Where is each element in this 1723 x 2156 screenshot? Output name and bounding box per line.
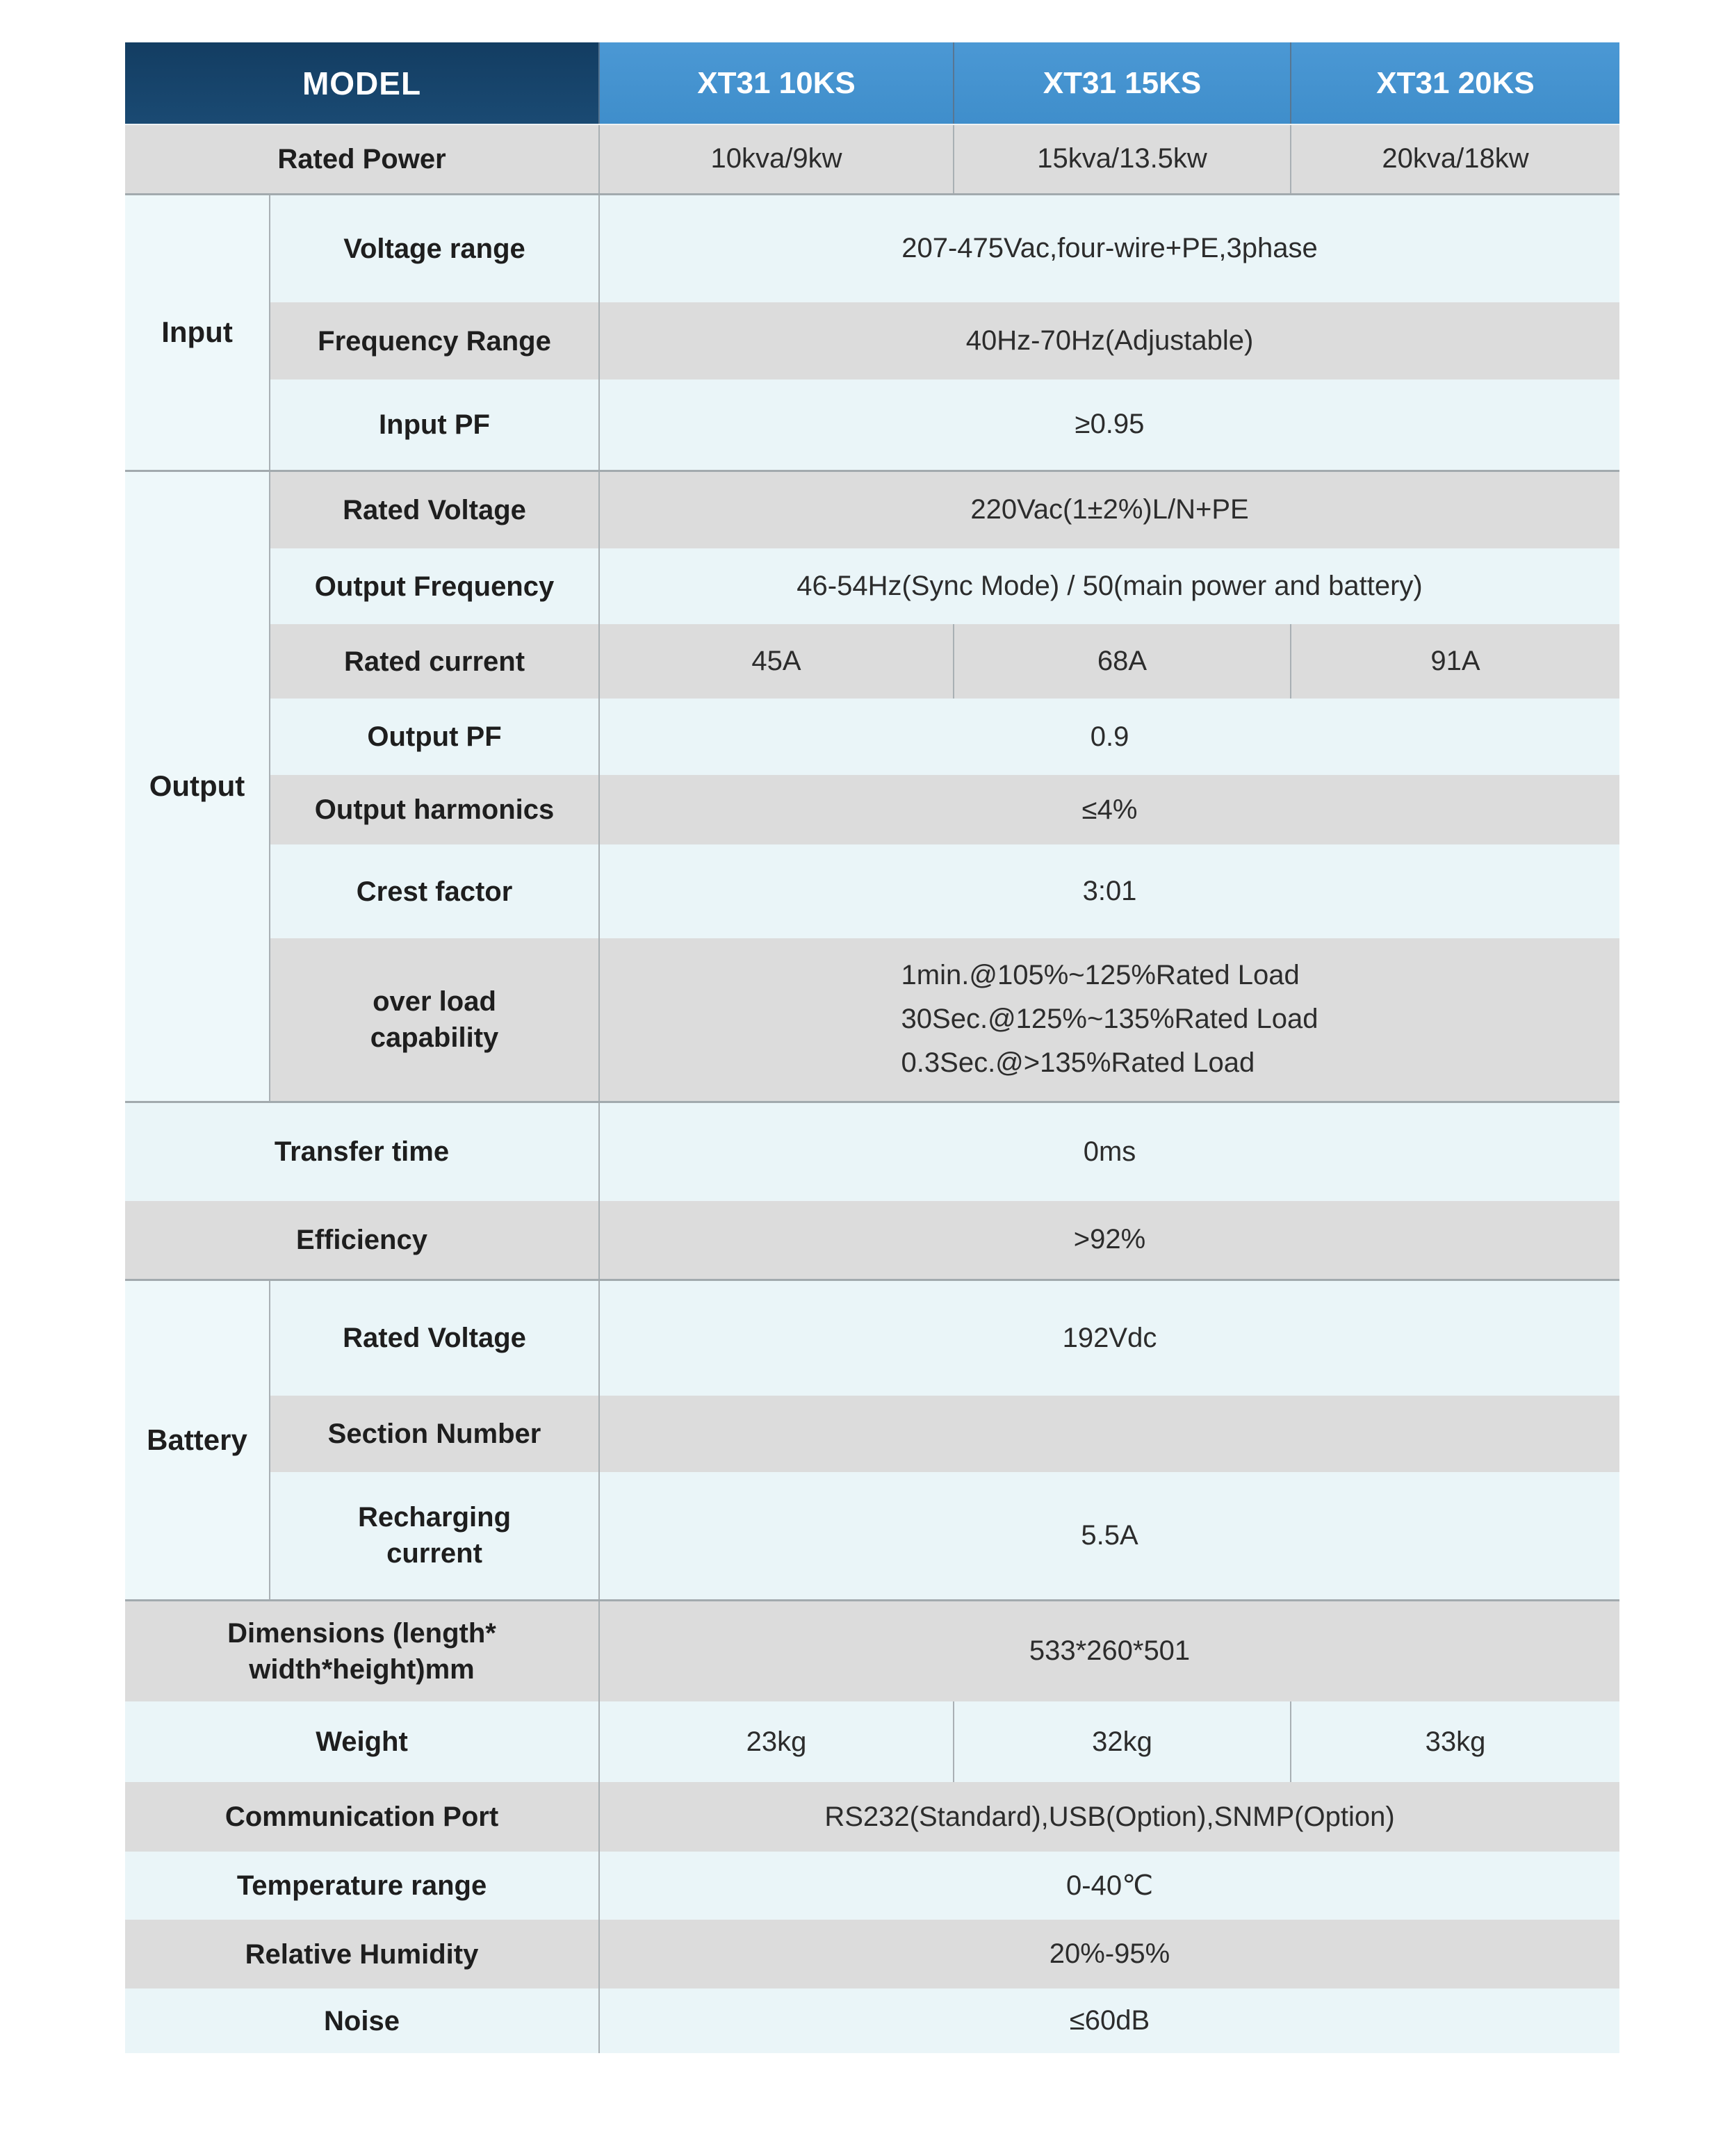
row-section-number — [125, 1396, 1619, 1472]
input-pf-value — [599, 379, 1619, 471]
row-label-text: Output Frequency — [314, 571, 555, 602]
rated-current-value-10ks — [599, 624, 954, 699]
cell-value: 40Hz-70Hz(Adjustable) — [965, 325, 1254, 356]
output-frequency-value — [599, 548, 1619, 624]
row-label-output-pf — [270, 699, 599, 775]
row-label-input-pf — [270, 379, 599, 471]
row-battery-rated-voltage — [125, 1280, 1619, 1396]
cell-value: 20kva/18kw — [1382, 143, 1529, 174]
row-relative-humidity — [125, 1920, 1619, 1988]
cell-value: 0ms — [1083, 1136, 1136, 1167]
column-header-xt31-20ks — [1291, 42, 1619, 124]
rated-current-value-15ks — [954, 624, 1291, 699]
row-label-output-frequency — [270, 548, 599, 624]
battery-rated-voltage-value — [599, 1280, 1619, 1396]
column-header-label: XT31 15KS — [1043, 65, 1202, 100]
row-label-crest-factor — [270, 844, 599, 938]
weight-value-15ks — [954, 1701, 1291, 1782]
row-label-line: Dimensions (length* — [227, 1617, 496, 1649]
row-noise — [125, 1988, 1619, 2053]
rated-power-value-20ks — [1291, 124, 1619, 194]
row-label-text: Input PF — [379, 409, 490, 440]
cell-value: 20%-95% — [1049, 1938, 1170, 1969]
crest-factor-value — [599, 844, 1619, 938]
rated-power-value-15ks — [954, 124, 1291, 194]
over-load-capability-value — [599, 938, 1619, 1102]
row-label-line: over load — [373, 986, 496, 1017]
cell-value: >92% — [1073, 1224, 1146, 1255]
temperature-range-value — [599, 1852, 1619, 1920]
row-recharging-current — [125, 1472, 1619, 1600]
row-label-text: Communication Port — [224, 1802, 499, 1832]
cell-value: 91A — [1430, 646, 1480, 676]
rated-current-value-20ks — [1291, 624, 1619, 699]
column-header-xt31-15ks — [954, 42, 1291, 124]
row-label-line: current — [386, 1538, 482, 1569]
cell-value: RS232(Standard),USB(Option),SNMP(Option) — [824, 1801, 1395, 1832]
row-transfer-time — [125, 1102, 1619, 1201]
row-frequency-range — [125, 302, 1619, 379]
group-label: Input — [161, 316, 233, 348]
cell-value: 533*260*501 — [1029, 1635, 1191, 1667]
over-load-value-line: 0.3Sec.@>135%Rated Load — [901, 1047, 1255, 1079]
row-label-battery-rated-voltage — [270, 1280, 599, 1396]
cell-value: 0.9 — [1090, 721, 1129, 752]
frequency-range-value — [599, 302, 1619, 379]
cell-value: ≤60dB — [1069, 2005, 1150, 2036]
cell-value: 3:01 — [1082, 876, 1137, 906]
row-label-text: Rated Voltage — [343, 494, 526, 525]
row-output-pf — [125, 699, 1619, 775]
row-label-over-load-capability — [270, 938, 599, 1102]
row-output-rated-voltage — [125, 471, 1619, 548]
row-label-text: Temperature range — [236, 1870, 487, 1901]
row-dimensions — [125, 1600, 1619, 1701]
cell-value: 33kg — [1425, 1726, 1486, 1757]
cell-value: 10kva/9kw — [710, 143, 842, 174]
row-over-load-capability — [125, 938, 1619, 1102]
column-header-label: XT31 20KS — [1376, 65, 1535, 100]
row-rated-current — [125, 624, 1619, 699]
row-efficiency — [125, 1201, 1619, 1280]
group-cell-input — [125, 194, 270, 471]
row-label-text: Section Number — [327, 1419, 541, 1449]
row-temperature-range — [125, 1852, 1619, 1920]
cell-value: ≥0.95 — [1075, 409, 1145, 440]
row-label-noise — [125, 1988, 599, 2053]
group-cell-output — [125, 471, 270, 1102]
column-header-xt31-10ks — [599, 42, 954, 124]
row-label-text: Frequency Range — [318, 325, 551, 357]
cell-value: 23kg — [746, 1726, 807, 1757]
transfer-time-value — [599, 1102, 1619, 1201]
row-label-dimensions — [125, 1600, 599, 1701]
row-label-voltage-range — [270, 194, 599, 302]
row-label-text: Weight — [316, 1726, 408, 1757]
over-load-value-line: 30Sec.@125%~135%Rated Load — [901, 1004, 1318, 1035]
row-label-output-rated-voltage — [270, 471, 599, 548]
row-rated-power — [125, 124, 1619, 194]
row-label-efficiency — [125, 1201, 599, 1280]
row-label-transfer-time — [125, 1102, 599, 1201]
output-pf-value — [599, 699, 1619, 775]
row-label-line: capability — [370, 1022, 499, 1053]
rated-power-value-10ks — [599, 124, 954, 194]
recharging-current-value — [599, 1472, 1619, 1600]
row-label-relative-humidity — [125, 1920, 599, 1988]
row-label-text: Transfer time — [274, 1136, 450, 1168]
row-label-temperature-range — [125, 1852, 599, 1920]
row-label-recharging-current — [270, 1472, 599, 1600]
row-label-rated-power — [125, 124, 599, 194]
spec-table — [125, 42, 1619, 2053]
cell-value: 220Vac(1±2%)L/N+PE — [970, 494, 1249, 525]
weight-value-20ks — [1291, 1701, 1619, 1782]
group-label: Output — [149, 769, 245, 802]
communication-port-value — [599, 1782, 1619, 1852]
row-weight — [125, 1701, 1619, 1782]
row-output-harmonics — [125, 775, 1619, 844]
row-label-section-number — [270, 1396, 599, 1472]
cell-value: 46-54Hz(Sync Mode) / 50(main power and battery) — [797, 571, 1423, 601]
model-header-label: MODEL — [302, 65, 422, 101]
noise-value — [599, 1988, 1619, 2053]
weight-value-10ks — [599, 1701, 954, 1782]
row-label-frequency-range — [270, 302, 599, 379]
cell-value: 0-40℃ — [1066, 1870, 1153, 1901]
cell-value: 45A — [751, 646, 801, 676]
row-input-pf — [125, 379, 1619, 471]
cell-value: 207-475Vac,four-wire+PE,3phase — [901, 233, 1318, 264]
output-rated-voltage-value — [599, 471, 1619, 548]
row-label-text: Output PF — [367, 721, 502, 752]
cell-value: 68A — [1097, 646, 1148, 676]
row-label-text: Rated current — [343, 646, 525, 677]
row-label-text: Rated Voltage — [343, 1323, 526, 1354]
dimensions-value — [599, 1600, 1619, 1701]
header-row — [125, 42, 1619, 124]
row-label-text: Voltage range — [343, 233, 525, 264]
row-output-frequency — [125, 548, 1619, 624]
cell-value: 32kg — [1092, 1726, 1152, 1757]
row-voltage-range — [125, 194, 1619, 302]
row-label-text: Rated Power — [277, 143, 446, 174]
row-label-communication-port — [125, 1782, 599, 1852]
efficiency-value — [599, 1201, 1619, 1280]
group-label: Battery — [147, 1423, 247, 1456]
group-cell-battery — [125, 1280, 270, 1600]
row-label-rated-current — [270, 624, 599, 699]
section-number-value — [599, 1396, 1619, 1472]
cell-value: 15kva/13.5kw — [1037, 143, 1207, 174]
row-communication-port — [125, 1782, 1619, 1852]
over-load-value-line: 1min.@105%~125%Rated Load — [901, 959, 1300, 990]
row-label-text: Efficiency — [296, 1224, 427, 1255]
model-header-cell — [125, 42, 599, 124]
row-label-weight — [125, 1701, 599, 1782]
output-harmonics-value — [599, 775, 1619, 844]
row-label-output-harmonics — [270, 775, 599, 844]
row-label-line: Recharging — [357, 1502, 512, 1533]
cell-value: 192Vdc — [1062, 1322, 1157, 1353]
cell-value: 5.5A — [1081, 1519, 1138, 1551]
row-label-text: Relative Humidity — [245, 1938, 479, 1970]
row-label-text: Noise — [324, 2005, 400, 2036]
cell-value: ≤4% — [1081, 794, 1138, 825]
row-label-line: width*height)mm — [249, 1653, 475, 1685]
row-label-text: Output harmonics — [314, 794, 555, 825]
row-label-text: Crest factor — [356, 876, 513, 907]
column-header-label: XT31 10KS — [697, 65, 856, 100]
row-crest-factor — [125, 844, 1619, 938]
voltage-range-value — [599, 194, 1619, 302]
relative-humidity-value — [599, 1920, 1619, 1988]
over-load-value-block — [901, 954, 1318, 1086]
